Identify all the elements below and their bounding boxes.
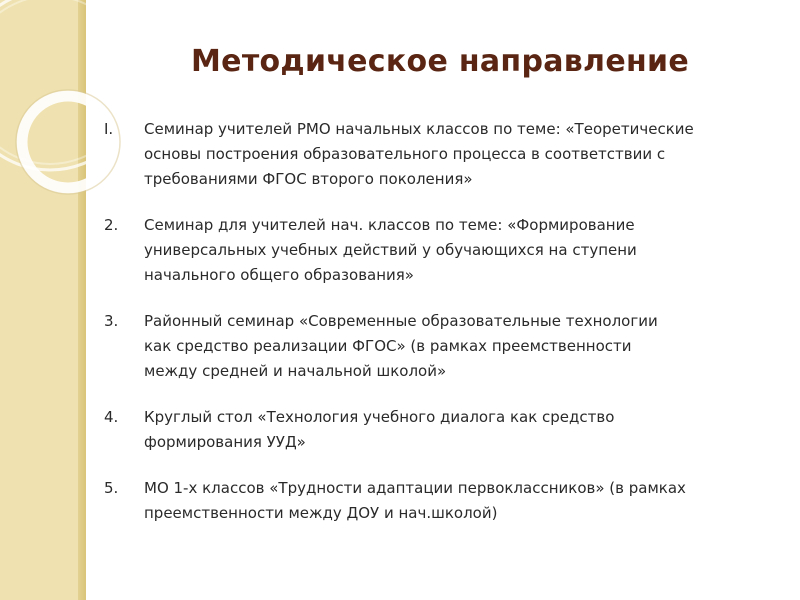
item-text-line: как средство реализации ФГОС» (в рамках преемственности	[144, 337, 632, 355]
item-text	[144, 476, 764, 526]
list-item	[104, 476, 764, 526]
item-text-line: МО 1-х классов «Трудности адаптации первоклассников» (в рамках	[144, 479, 686, 497]
item-number: 2.	[104, 216, 119, 234]
item-text	[144, 117, 764, 192]
item-text-line: начального общего образования»	[144, 266, 414, 284]
item-text	[144, 309, 764, 384]
item-number: I.	[104, 120, 114, 138]
list-item	[104, 309, 764, 384]
item-text-line: Круглый стол «Технология учебного диалога как средство	[144, 408, 615, 426]
item-text-line: требованиями ФГОС второго поколения»	[144, 170, 473, 188]
list-item	[104, 405, 764, 455]
item-text-line: Районный семинар «Современные образовательные технологии	[144, 312, 658, 330]
item-text-line: основы построения образовательного процесса в соответствии с	[144, 145, 666, 163]
item-number: 5.	[104, 479, 119, 497]
list-item	[104, 117, 764, 192]
item-text	[144, 405, 764, 455]
item-list	[104, 117, 764, 547]
item-number: 3.	[104, 312, 119, 330]
item-text-line: между средней и начальной школой»	[144, 362, 447, 380]
page-title: Методическое направление	[191, 44, 689, 79]
item-text-line: универсальных учебных действий у обучающихся на ступени	[144, 241, 637, 259]
list-item	[104, 213, 764, 288]
item-text-line: Семинар учителей РМО начальных классов по теме: «Теоретические	[144, 120, 694, 138]
item-number: 4.	[104, 408, 119, 426]
item-text-line: преемственности между ДОУ и нач.школой)	[144, 504, 498, 522]
small-ring	[22, 96, 114, 188]
item-text-line: формирования УУД»	[144, 433, 306, 451]
item-text-line: Семинар для учителей нач. классов по теме: «Формирование	[144, 216, 635, 234]
item-text	[144, 213, 764, 288]
